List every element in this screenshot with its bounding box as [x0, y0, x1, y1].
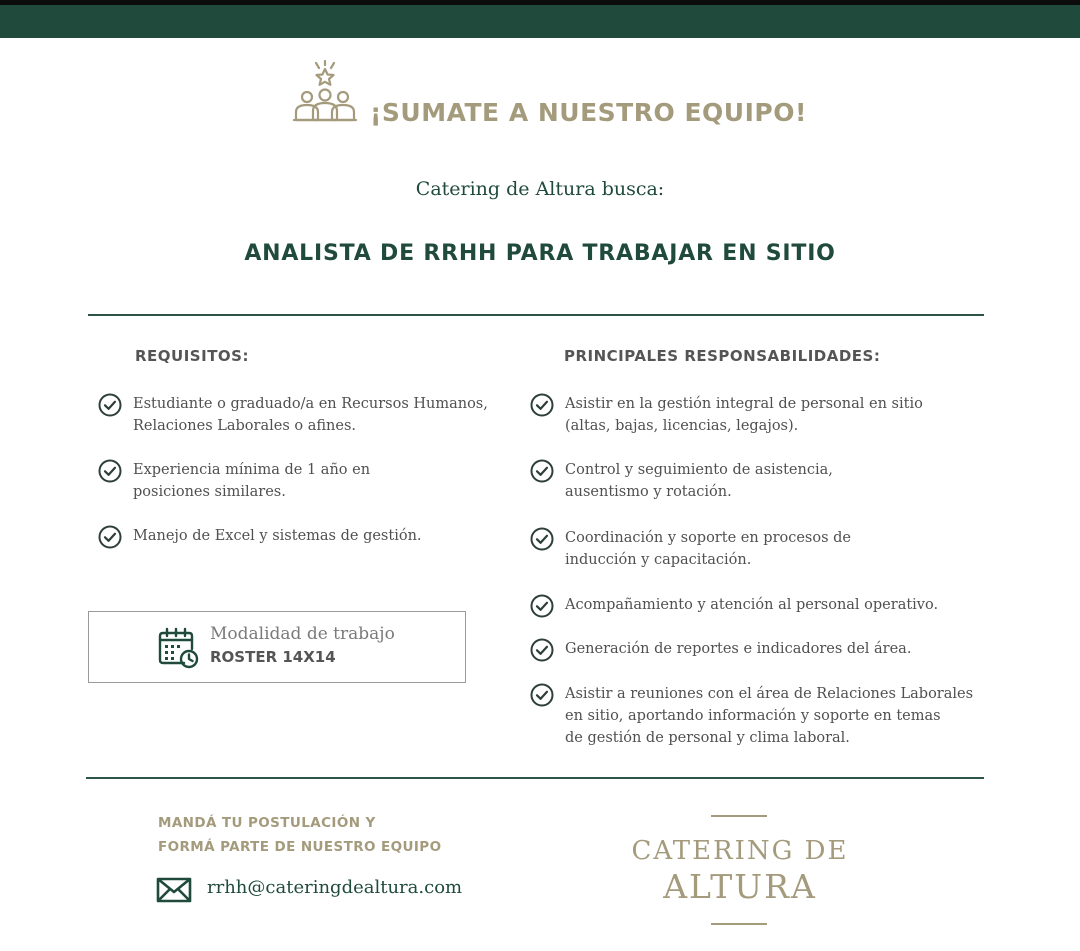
responsibility-item [530, 594, 1000, 618]
responsibility-text: Control y seguimiento de asistencia, ausentismo y rotación. [565, 462, 833, 500]
check-circle-icon [98, 393, 122, 417]
check-circle-icon [530, 594, 554, 618]
responsibility-text: Asistir a reuniones con el área de Relaciones Laborales en sitio, aportando información y soporte en temas de gestión de personal y clima laboral. [565, 686, 974, 746]
responsibility-item [530, 393, 1000, 437]
job-title: ANALISTA DE RRHH PARA TRABAJAR EN SITIO [244, 241, 836, 266]
responsibilities-title: PRINCIPALES RESPONSABILIDADES: [564, 347, 881, 365]
top-divider [88, 314, 984, 316]
modality-value: ROSTER 14X14 [210, 648, 336, 666]
top-banner [0, 0, 1080, 38]
check-circle-icon [530, 527, 554, 551]
logo-bottom-rule [711, 923, 767, 925]
check-circle-icon [98, 459, 122, 483]
responsibility-text: Coordinación y soporte en procesos de inducción y capacitación. [565, 530, 852, 568]
email-link[interactable]: rrhh@cateringdealtura.com [207, 877, 463, 898]
check-circle-icon [530, 393, 554, 417]
requirement-text: Experiencia mínima de 1 año en posiciones similares. [133, 462, 371, 500]
requirement-item [98, 525, 518, 549]
modality-label: Modalidad de trabajo [210, 624, 395, 644]
team-star-icon [292, 60, 358, 126]
requirement-text: Manejo de Excel y sistemas de gestión. [133, 528, 422, 544]
responsibility-item [530, 459, 1000, 503]
logo-top-rule [711, 815, 767, 817]
envelope-icon [156, 877, 192, 903]
responsibility-text: Asistir en la gestión integral de personal en sitio (altas, bajas, licencias, legajos). [565, 396, 923, 434]
responsibility-item [530, 683, 1000, 749]
requirement-item [98, 393, 518, 437]
check-circle-icon [530, 459, 554, 483]
calendar-clock-icon [157, 627, 199, 669]
responsibility-text: Generación de reportes e indicadores del área. [565, 641, 912, 657]
logo-line-1: CATERING DE [631, 836, 849, 866]
logo-line-2: ALTURA [663, 867, 817, 906]
subheading: Catering de Altura busca: [415, 178, 665, 200]
bottom-divider [86, 777, 984, 779]
requirement-item [98, 459, 518, 503]
requirements-title: REQUISITOS: [135, 347, 249, 365]
responsibility-item [530, 527, 1000, 571]
check-circle-icon [98, 525, 122, 549]
responsibility-text: Acompañamiento y atención al personal operativo. [565, 597, 939, 613]
work-modality-box [88, 611, 466, 683]
top-edge [0, 0, 1080, 5]
headline: ¡SUMATE A NUESTRO EQUIPO! [370, 98, 807, 127]
check-circle-icon [530, 638, 554, 662]
requirement-text: Estudiante o graduado/a en Recursos Humanos, Relaciones Laborales o afines. [133, 396, 488, 434]
check-circle-icon [530, 683, 554, 707]
apply-line-1: MANDÁ TU POSTULACIÓN Y [158, 815, 376, 831]
apply-line-2: FORMÁ PARTE DE NUESTRO EQUIPO [158, 839, 442, 855]
responsibility-item [530, 638, 1000, 662]
